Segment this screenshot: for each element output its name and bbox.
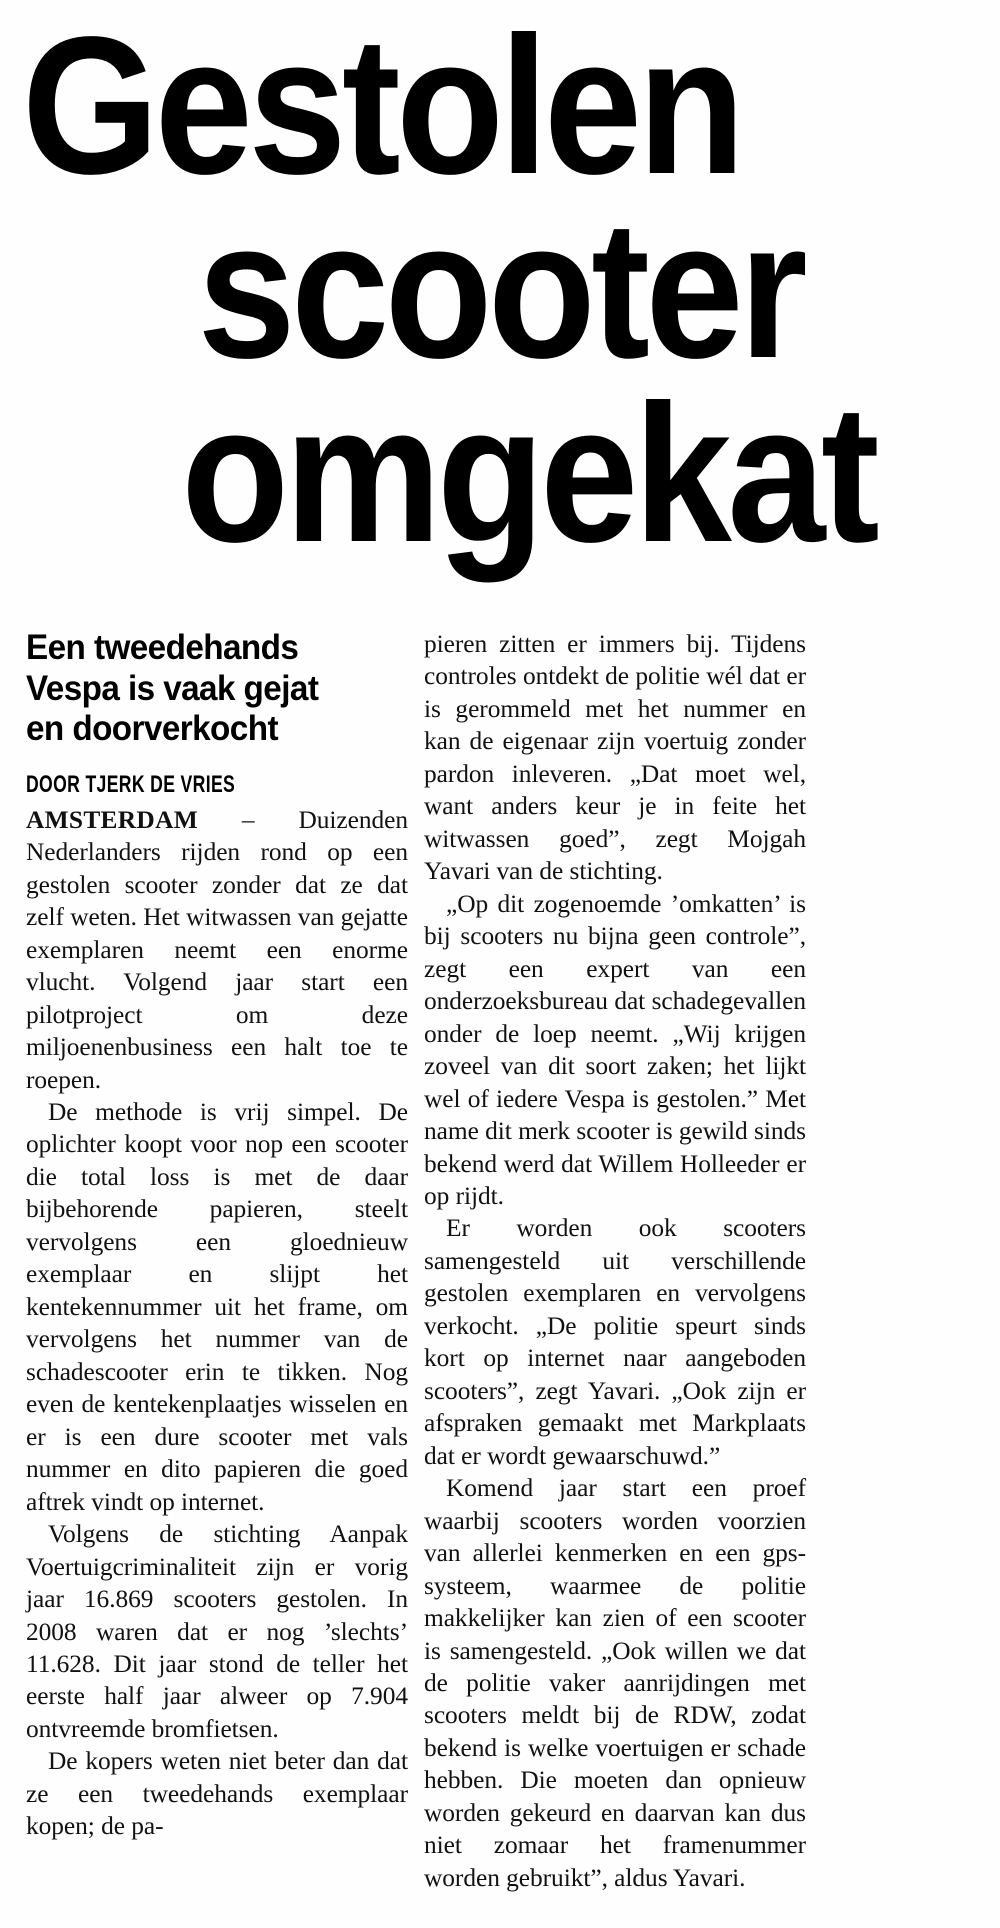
dateline-label: AMSTERDAM	[26, 805, 198, 834]
paragraph-right-3: Er worden ook scooters samengesteld uit verschillende gestolen exemplaren en vervolgens verkocht. „De politie speurt sinds kort op internet naar aangeboden scooters”, zegt Yavari. „Ook zijn er afspraken gemaakt met Markplaats dat er wordt gewaarschuwd.”	[424, 1214, 806, 1470]
article-columns	[26, 628, 974, 1918]
dateline-separator: –	[197, 805, 299, 834]
headline-line-3: omgekat	[181, 364, 876, 584]
paragraph-left-3: Volgens de stichting Aanpak Voertuigcriminaliteit zijn er vorig jaar 16.869 scooters gestolen. In 2008 waren dat er nog ’slechts’ 11.628. Dit jaar stond de teller het eerste half jaar alweer op 7.904 ontvreemde bromfietsen.	[26, 1520, 408, 1743]
paragraph-left-1	[26, 804, 408, 1096]
paragraph-left-4: De kopers weten niet beter dan dat ze een tweedehands exemplaar kopen; de pa-	[26, 1747, 408, 1841]
deck-line-2: Vespa is vaak gejat	[26, 668, 319, 708]
paragraph-right-4: Komend jaar start een proef waarbij scooters worden voorzien van allerlei kenmerken en een gps-systeem, waarmee de politie makkelijker kan zien of een scooter is samengesteld. „Ook willen we dat de politie vaker aanrijdingen met scooters meldt bij de RDW, zodat bekend is welke voertuigen er schade hebben. Die moeten dan opnieuw worden gekeurd en daarvan kan dus niet zomaar het framenummer worden gebruikt”, aldus Yavari.	[424, 1474, 806, 1892]
article-headline	[22, 0, 882, 584]
article-column-left	[26, 628, 408, 1843]
paragraph-right-2: „Op dit zogenoemde ’omkatten’ is bij scooters nu bijna geen controle”, zegt een expert van een onderzoeksbureau dat schadegevallen onder de loep neemt. „Wij krijgen zoveel van dit soort zaken; het lijkt wel of iedere Vespa is gestolen.” Met name dit merk scooter is gewild sinds bekend werd dat Willem Holleeder er op rijdt.	[424, 889, 806, 1210]
deck-line-3: en doorverkocht	[26, 709, 278, 749]
headline-line-1: Gestolen	[22, 0, 741, 215]
paragraph-left-1-text: Duizenden Nederlanders rijden rond op een gestolen scooter zonder dat ze dat zelf weten. Het witwassen van gejatte exemplaren neemt een enorme vlucht. Volgend jaar start een pilotproject om deze miljoenenbusiness een halt toe te roepen.	[26, 805, 408, 1094]
article-byline: DOOR TJERK DE VRIES	[26, 771, 236, 798]
article-deck	[26, 628, 389, 750]
article-column-right	[424, 628, 806, 1894]
paragraph-left-2: De methode is vrij simpel. De oplichter koopt voor nop een scooter die total loss is met de daar bijbehorende papieren, steelt vervolgens een gloednieuw exemplaar en slijpt het kentekennummer uit het frame, om vervolgens het nummer van de schadescooter erin te tikken. Nog even de kentekenplaatjes wisselen en er is een dure scooter met vals nummer en dito papieren die goed aftrek vindt op internet.	[26, 1098, 408, 1516]
paragraph-right-1: pieren zitten er immers bij. Tijdens controles ontdekt de politie wél dat er is gerommeld met het nummer en kan de eigenaar zijn voertuig zonder pardon inleveren. „Dat moet wel, want anders keur je in feite het witwassen goed”, zegt Mojgah Yavari van de stichting.	[424, 630, 806, 886]
headline-line-2: scooter	[197, 180, 804, 400]
deck-line-1: Een tweedehands	[26, 628, 299, 667]
